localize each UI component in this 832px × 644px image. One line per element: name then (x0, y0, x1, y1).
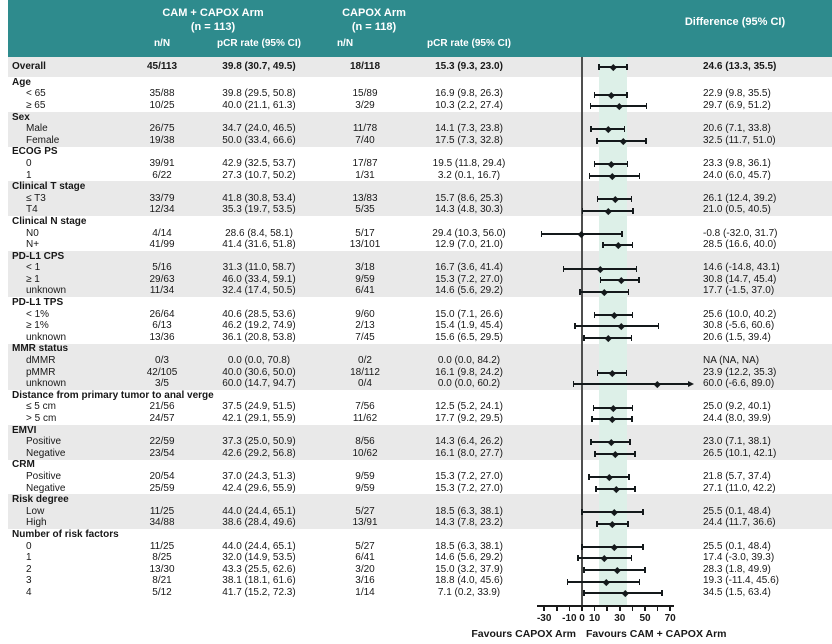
axis-tick-label: 30 (614, 612, 626, 624)
difference-value: 25.0 (9.2, 40.1) (703, 401, 771, 413)
difference-value: 28.5 (16.6, 40.0) (703, 239, 777, 251)
axis-tick (594, 606, 596, 611)
arm1-pcr-value: 35.3 (19.7, 53.5) (222, 204, 296, 216)
arm1-pcr-column-header: pCR rate (95% CI) (217, 38, 301, 49)
row-label: N0 (26, 227, 39, 239)
axis-tick (657, 606, 659, 611)
arm1-header (133, 7, 293, 35)
arm1-nN-value: 26/75 (149, 123, 175, 135)
axis-tick (569, 606, 571, 611)
row-label: Sex (12, 111, 30, 123)
row-label: < 1 (26, 262, 41, 274)
arm2-pcr-value: 18.5 (6.3, 38.1) (435, 505, 503, 517)
data-row (8, 100, 832, 112)
arm1-pcr-value: 37.5 (24.9, 51.5) (222, 401, 296, 413)
row-label: 0 (26, 540, 32, 552)
row-label: Male (26, 123, 48, 135)
section-header-row (8, 425, 832, 437)
arm2-nN-value: 13/101 (349, 239, 381, 251)
data-row (8, 274, 832, 286)
arm1-pcr-value: 37.0 (24.3, 51.3) (222, 470, 296, 482)
data-row (8, 587, 832, 599)
arm1-pcr-value: 41.7 (15.2, 72.3) (222, 586, 296, 598)
data-row (8, 355, 832, 367)
arm2-nN-value: 9/59 (355, 482, 375, 494)
arm2-nN-value: 10/62 (352, 447, 378, 459)
arm2-pcr-value: 15.3 (9.3, 23.0) (435, 61, 503, 72)
axis-tick-label: 70 (664, 612, 676, 624)
section-header-row (8, 297, 832, 309)
arm1-nN-value: 5/12 (152, 586, 172, 598)
arm2-pcr-value: 15.3 (7.2, 27.0) (435, 273, 503, 285)
arm1-pcr-value: 41.8 (30.8, 53.4) (222, 192, 296, 204)
arm2-pcr-value: 18.5 (6.3, 38.1) (435, 540, 503, 552)
arm1-pcr-value: 42.4 (29.6, 55.9) (222, 482, 296, 494)
data-row (8, 518, 832, 530)
row-label: Low (26, 505, 45, 517)
axis-tick-label: 0 (579, 612, 585, 624)
arm2-pcr-value: 10.3 (2.2, 27.4) (435, 99, 503, 111)
row-label: > 5 cm (26, 413, 57, 425)
data-row (8, 471, 832, 483)
arm2-pcr-value: 16.1 (9.8, 24.2) (435, 366, 503, 378)
arm1-nN-value: 4/14 (152, 227, 172, 239)
difference-value: 24.6 (13.3, 35.5) (703, 61, 777, 72)
row-label: Clinical N stage (12, 215, 87, 227)
arm1-nN-value: 39/91 (149, 157, 175, 169)
row-label: Positive (26, 436, 62, 448)
row-label: Positive (26, 470, 62, 482)
arm2-nN-value: 8/56 (355, 436, 375, 448)
arm2-nN-value: 2/13 (355, 320, 375, 332)
difference-value: 17.7 (-1.5, 37.0) (703, 285, 775, 297)
row-label: ≥ 1 (26, 273, 40, 285)
row-label: Risk degree (12, 494, 69, 506)
difference-value: 26.5 (10.1, 42.1) (703, 447, 777, 459)
axis-tick (606, 606, 608, 611)
row-label: Female (26, 134, 60, 146)
section-header-row (8, 529, 832, 541)
table-body (8, 57, 832, 605)
axis-tick (644, 606, 646, 611)
axis-tick (619, 606, 621, 611)
data-row (8, 263, 832, 275)
arm2-pcr-value: 15.6 (6.5, 29.5) (435, 331, 503, 343)
row-label: EMVI (12, 424, 37, 436)
arm1-nN-value: 3/5 (155, 378, 169, 390)
arm1-nN-value: 34/88 (149, 517, 175, 529)
arm2-nN-value: 17/87 (352, 157, 378, 169)
arm1-nN-value: 19/38 (149, 134, 175, 146)
difference-value: NA (NA, NA) (703, 355, 760, 367)
axis-tick (669, 606, 671, 611)
difference-value: 32.5 (11.7, 51.0) (703, 134, 776, 146)
arm2-nN-value: 13/91 (352, 517, 378, 529)
difference-value: 23.9 (12.2, 35.3) (703, 366, 777, 378)
data-row (8, 506, 832, 518)
data-row (8, 57, 832, 77)
arm2-nN-value: 3/18 (355, 262, 375, 274)
data-row (8, 286, 832, 298)
arm2-pcr-value: 17.7 (9.2, 29.5) (435, 413, 503, 425)
arm1-pcr-value: 44.0 (24.4, 65.1) (222, 505, 296, 517)
difference-value: 26.1 (12.4, 39.2) (703, 192, 777, 204)
arm2-nN-value: 7/56 (355, 401, 375, 413)
row-label: ≤ 5 cm (26, 401, 56, 413)
row-label: Negative (26, 447, 66, 459)
arm1-nN-value: 8/21 (152, 575, 172, 587)
arm1-pcr-value: 43.3 (25.5, 62.6) (222, 563, 296, 575)
x-axis (0, 605, 832, 643)
arm1-pcr-value: 32.0 (14.9, 53.5) (222, 552, 296, 564)
axis-tick-label: 10 (589, 612, 601, 624)
arm1-pcr-value: 0.0 (0.0, 70.8) (227, 355, 291, 367)
arm2-nN-column-header: n/N (336, 38, 354, 49)
arm2-nN-value: 9/59 (355, 273, 375, 285)
arm2-pcr-value: 12.9 (7.0, 21.0) (435, 239, 503, 251)
data-row (8, 448, 832, 460)
arm1-nN-value: 10/25 (149, 99, 175, 111)
arm2-pcr-value: 14.3 (6.4, 26.2) (435, 436, 503, 448)
arm2-nN-value: 3/20 (355, 563, 375, 575)
difference-value: 25.6 (10.0, 40.2) (703, 308, 777, 320)
section-header-row (8, 77, 832, 89)
data-row (8, 320, 832, 332)
row-label: Clinical T stage (12, 181, 86, 193)
arm2-pcr-value: 0.0 (0.0, 60.2) (437, 378, 501, 390)
data-row (8, 158, 832, 170)
arm1-name: CAM + CAPOX Arm (162, 7, 264, 19)
arm1-nN-value: 45/113 (146, 61, 178, 72)
data-row (8, 228, 832, 240)
arm1-pcr-value: 40.6 (28.5, 53.6) (222, 308, 296, 320)
difference-value: 30.8 (-5.6, 60.6) (703, 320, 775, 332)
arm1-pcr-value: 31.3 (11.0, 58.7) (222, 262, 296, 274)
arm1-pcr-value: 44.0 (24.4, 65.1) (222, 540, 296, 552)
arm1-nN-value: 29/63 (149, 273, 175, 285)
row-label: unknown (26, 285, 67, 297)
data-row (8, 367, 832, 379)
arm1-nN-value: 24/57 (149, 413, 175, 425)
arm1-pcr-value: 40.0 (30.6, 50.0) (222, 366, 296, 378)
axis-tick-label: -10 (562, 612, 577, 624)
data-row (8, 205, 832, 217)
difference-value: 21.0 (0.5, 40.5) (703, 204, 771, 216)
row-label: N+ (26, 239, 40, 251)
row-label: 1 (26, 169, 32, 181)
arm1-pcr-value: 40.0 (21.1, 61.3) (222, 99, 296, 111)
data-row (8, 483, 832, 495)
arm2-nN-value: 13/83 (352, 192, 378, 204)
arm1-nN-value: 5/16 (152, 262, 172, 274)
arm2-pcr-column-header: pCR rate (95% CI) (427, 38, 511, 49)
arm1-nN-value: 12/34 (149, 204, 175, 216)
difference-value: 20.6 (1.5, 39.4) (703, 331, 771, 343)
row-label: Negative (26, 482, 66, 494)
data-row (8, 123, 832, 135)
row-label: pMMR (26, 366, 56, 378)
arm1-pcr-value: 60.0 (14.7, 94.7) (222, 378, 296, 390)
data-row (8, 135, 832, 147)
row-label: Distance from primary tumor to anal verge (12, 389, 214, 401)
section-header-row (8, 390, 832, 402)
arm2-nN-value: 9/60 (355, 308, 375, 320)
arm1-pcr-value: 42.1 (29.1, 55.9) (222, 413, 296, 425)
arm2-pcr-value: 16.7 (3.6, 41.4) (435, 262, 503, 274)
arm2-nN-value: 5/27 (355, 540, 375, 552)
arm1-nN-value: 33/79 (149, 192, 175, 204)
arm1-pcr-value: 37.3 (25.0, 50.9) (222, 436, 296, 448)
difference-value: -0.8 (-32.0, 31.7) (703, 227, 778, 239)
arm2-nN-value: 3/29 (355, 99, 375, 111)
arm2-nN-value: 18/112 (350, 366, 380, 378)
row-label: PD-L1 TPS (12, 297, 64, 309)
arm2-nN-value: 1/31 (355, 169, 375, 181)
arm2-pcr-value: 15.0 (3.2, 37.9) (435, 563, 503, 575)
row-label: 3 (26, 575, 32, 587)
difference-value: 22.9 (9.8, 35.5) (703, 88, 771, 100)
row-label: ECOG PS (12, 146, 58, 158)
arm2-name: CAPOX Arm (342, 7, 406, 19)
arm2-nN-value: 7/40 (355, 134, 375, 146)
arm1-pcr-value: 46.0 (33.4, 59.1) (222, 273, 296, 285)
arm1-pcr-value: 42.6 (29.2, 56.8) (222, 447, 296, 459)
arm2-n: (n = 118) (351, 20, 397, 33)
difference-value: 21.8 (5.7, 37.4) (703, 470, 771, 482)
difference-value: 23.3 (9.8, 36.1) (703, 157, 771, 169)
data-row (8, 402, 832, 414)
difference-value: 25.5 (0.1, 48.4) (703, 540, 771, 552)
arm1-pcr-value: 27.3 (10.7, 50.2) (222, 169, 296, 181)
arm2-pcr-value: 14.3 (7.8, 23.2) (435, 517, 503, 529)
difference-value: 34.5 (1.5, 63.4) (703, 586, 771, 598)
row-label: Number of risk factors (12, 528, 119, 540)
arm2-pcr-value: 15.7 (8.6, 25.3) (435, 192, 503, 204)
arm2-pcr-value: 0.0 (0.0, 84.2) (437, 355, 501, 367)
arm1-nN-value: 22/59 (149, 436, 175, 448)
row-label: ≥ 1% (26, 320, 49, 332)
arm1-nN-value: 6/13 (152, 320, 172, 332)
arm1-nN-value: 23/54 (149, 447, 175, 459)
arm1-nN-value: 11/25 (149, 540, 175, 552)
row-label: 0 (26, 157, 32, 169)
difference-value: 28.3 (1.8, 49.9) (703, 563, 771, 575)
axis-tick (543, 606, 545, 611)
arm2-pcr-value: 15.3 (7.2, 27.0) (435, 482, 503, 494)
arm2-pcr-value: 7.1 (0.2, 33.9) (437, 586, 501, 598)
arm1-pcr-value: 38.1 (18.1, 61.6) (222, 575, 296, 587)
row-label: 1 (26, 552, 32, 564)
difference-value: 17.4 (-3.0, 39.3) (703, 552, 775, 564)
difference-value: 60.0 (-6.6, 89.0) (703, 378, 775, 390)
axis-tick (581, 606, 583, 611)
arm1-pcr-value: 46.2 (19.2, 74.9) (222, 320, 296, 332)
arm2-nN-value: 11/78 (352, 123, 378, 135)
row-label: < 1% (26, 308, 50, 320)
difference-value: 23.0 (7.1, 38.1) (703, 436, 771, 448)
row-label: CRM (12, 459, 35, 471)
table-header (8, 0, 832, 57)
arm2-nN-value: 6/41 (355, 552, 375, 564)
arm1-nN-column-header: n/N (153, 38, 171, 49)
arm2-nN-value: 11/62 (352, 413, 378, 425)
axis-tick-label: -30 (536, 612, 552, 624)
arm2-pcr-value: 29.4 (10.3, 56.0) (432, 227, 506, 239)
arm1-nN-value: 41/99 (149, 239, 175, 251)
arm2-nN-value: 5/27 (355, 505, 375, 517)
row-label: T4 (26, 204, 38, 216)
arm2-pcr-value: 14.6 (5.6, 29.2) (435, 552, 503, 564)
difference-column-header: Difference (95% CI) (684, 16, 786, 28)
difference-value: 29.7 (6.9, 51.2) (703, 99, 771, 111)
favours-left-label: Favours CAPOX Arm (471, 627, 576, 640)
arm1-pcr-value: 42.9 (32.5, 53.7) (222, 157, 296, 169)
difference-value: 24.4 (11.7, 36.6) (703, 517, 776, 529)
arm2-pcr-value: 15.3 (7.2, 27.0) (435, 470, 503, 482)
arm1-nN-value: 42/105 (146, 366, 178, 378)
row-label: dMMR (26, 355, 56, 367)
axis-tick (556, 606, 558, 611)
difference-value: 24.4 (8.0, 39.9) (703, 413, 771, 425)
arm2-pcr-value: 14.3 (4.8, 30.3) (435, 204, 503, 216)
section-header-row (8, 460, 832, 472)
arm2-nN-value: 15/89 (352, 88, 378, 100)
difference-value: 30.8 (14.7, 45.4) (703, 273, 777, 285)
difference-value: 14.6 (-14.8, 43.1) (703, 262, 780, 274)
arm1-nN-value: 20/54 (149, 470, 175, 482)
row-label: unknown (26, 331, 67, 343)
arm1-nN-value: 25/59 (149, 482, 175, 494)
arm2-nN-value: 0/2 (358, 355, 372, 367)
arm1-nN-value: 13/30 (149, 563, 175, 575)
arm2-pcr-value: 15.0 (7.1, 26.6) (435, 308, 503, 320)
row-label: < 65 (26, 88, 46, 100)
arm2-pcr-value: 14.6 (5.6, 29.2) (435, 285, 503, 297)
arm1-nN-value: 6/22 (152, 169, 172, 181)
row-label: 4 (26, 586, 32, 598)
arm2-header (299, 7, 449, 35)
row-label: Age (12, 76, 31, 88)
arm2-pcr-value: 17.5 (7.3, 32.8) (435, 134, 503, 146)
arm2-pcr-value: 12.5 (5.2, 24.1) (435, 401, 503, 413)
section-header-row (8, 216, 832, 228)
data-row (8, 552, 832, 564)
arm1-pcr-value: 34.7 (24.0, 46.5) (222, 123, 296, 135)
arm2-pcr-value: 14.1 (7.3, 23.8) (435, 123, 503, 135)
arm2-nN-value: 7/45 (355, 331, 375, 343)
arm1-nN-value: 21/56 (149, 401, 175, 413)
section-header-row (8, 147, 832, 159)
arm1-pcr-value: 32.4 (17.4, 50.5) (222, 285, 296, 297)
row-label: 2 (26, 563, 32, 575)
data-row (8, 239, 832, 251)
arm2-pcr-value: 16.1 (8.0, 27.7) (435, 447, 503, 459)
difference-value: 20.6 (7.1, 33.8) (703, 123, 771, 135)
arm2-nN-value: 9/59 (355, 470, 375, 482)
data-row (8, 309, 832, 321)
data-row (8, 436, 832, 448)
section-header-row (8, 251, 832, 263)
section-header-row (8, 181, 832, 193)
arm1-nN-value: 13/36 (149, 331, 175, 343)
data-row (8, 413, 832, 425)
arm2-nN-value: 1/14 (355, 586, 375, 598)
arm1-pcr-value: 38.6 (28.4, 49.6) (222, 517, 296, 529)
arm2-pcr-value: 19.5 (11.8, 29.4) (432, 157, 506, 169)
arm2-pcr-value: 18.8 (4.0, 45.6) (435, 575, 503, 587)
arm2-pcr-value: 3.2 (0.1, 16.7) (437, 169, 501, 181)
arm2-nN-value: 5/17 (355, 227, 375, 239)
axis-tick (632, 606, 634, 611)
arm2-nN-value: 5/35 (355, 204, 375, 216)
arm2-pcr-value: 16.9 (9.8, 26.3) (435, 88, 503, 100)
difference-value: 19.3 (-11.4, 45.6) (703, 575, 779, 587)
arm1-nN-value: 11/25 (149, 505, 175, 517)
arm1-n: (n = 113) (190, 20, 236, 33)
arm1-nN-value: 35/88 (149, 88, 175, 100)
axis-tick-label: 50 (639, 612, 651, 624)
arm1-pcr-value: 39.8 (30.7, 49.5) (222, 61, 296, 72)
row-label: Overall (12, 61, 46, 72)
data-row (8, 170, 832, 182)
row-label: unknown (26, 378, 67, 390)
favours-right-label: Favours CAM + CAPOX Arm (586, 627, 727, 640)
data-row (8, 89, 832, 101)
arm1-nN-value: 26/64 (149, 308, 175, 320)
section-header-row (8, 344, 832, 356)
row-label: PD-L1 CPS (12, 250, 65, 262)
arm2-pcr-value: 15.4 (1.9, 45.4) (435, 320, 503, 332)
arm2-nN-value: 6/41 (355, 285, 375, 297)
data-row (8, 564, 832, 576)
arm2-nN-value: 18/118 (349, 61, 381, 72)
difference-value: 27.1 (11.0, 42.2) (703, 482, 776, 494)
data-row (8, 541, 832, 553)
data-row (8, 576, 832, 588)
arm2-nN-value: 0/4 (358, 378, 372, 390)
difference-value: 24.0 (6.0, 45.7) (703, 169, 771, 181)
arm1-pcr-value: 39.8 (29.5, 50.8) (222, 88, 296, 100)
section-header-row (8, 494, 832, 506)
difference-value: 25.5 (0.1, 48.4) (703, 505, 771, 517)
arm1-pcr-value: 36.1 (20.8, 53.8) (222, 331, 296, 343)
arm1-pcr-value: 50.0 (33.4, 66.6) (222, 134, 296, 146)
data-row (8, 332, 832, 344)
arm1-pcr-value: 28.6 (8.4, 58.1) (225, 227, 293, 239)
row-label: ≤ T3 (26, 192, 46, 204)
arm1-nN-value: 11/34 (149, 285, 175, 297)
row-label: MMR status (12, 343, 69, 355)
arm1-pcr-value: 41.4 (31.6, 51.8) (222, 239, 296, 251)
data-row (8, 378, 832, 390)
arm1-nN-value: 8/25 (152, 552, 172, 564)
arm2-nN-value: 3/16 (355, 575, 375, 587)
section-header-row (8, 112, 832, 124)
data-row (8, 193, 832, 205)
row-label: High (26, 517, 47, 529)
arm1-nN-value: 0/3 (155, 355, 169, 367)
row-label: ≥ 65 (26, 99, 46, 111)
table-rows (8, 57, 832, 599)
